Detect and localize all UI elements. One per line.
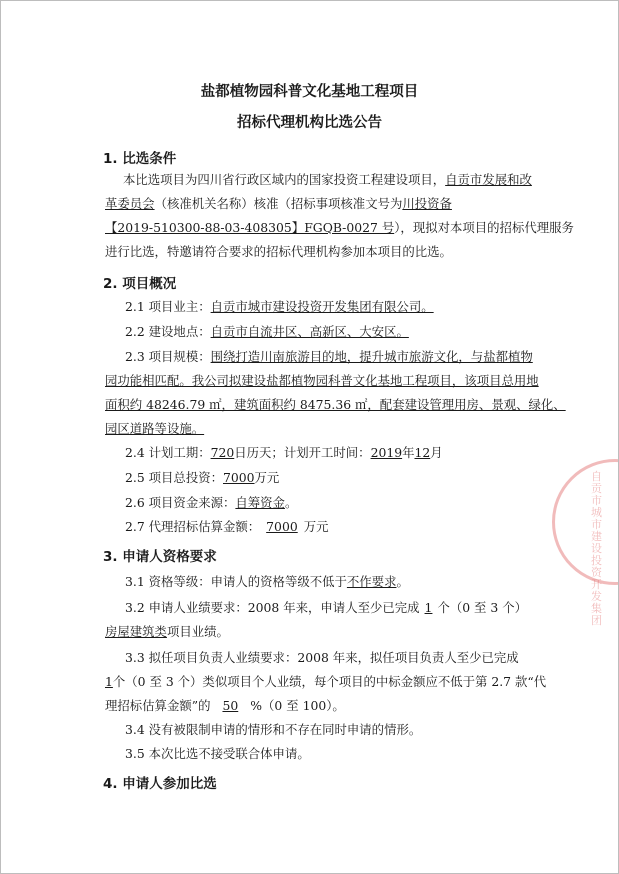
site-label: 2.2 建设地点：	[125, 324, 211, 339]
s3-q2-line-2	[105, 623, 229, 640]
s3-q2-line-1	[125, 599, 527, 616]
period-days: 720	[210, 445, 235, 460]
title-line-1: 盐都植物园科普文化基地工程项目	[200, 84, 419, 100]
seal-text: 自贡市城市建设投资开发集团	[591, 470, 602, 627]
s1-line-2-text: （核准机关名称）核准（招标事项核准文号为	[154, 196, 403, 211]
q2-count: 1	[424, 600, 433, 615]
s1-line-1	[123, 171, 532, 188]
funds-end: 。	[284, 495, 298, 510]
q2-text: 3.2 申请人业绩要求：2008 年来，申请人至少已完成	[125, 600, 420, 615]
q2-type: 房屋建筑类	[105, 624, 167, 639]
scale-label: 2.3 项目规模：	[125, 349, 211, 364]
s1-line-2	[105, 195, 452, 212]
funds-value: 自筹资金	[235, 495, 285, 510]
q3-count: 1	[105, 674, 113, 689]
approval-number-part1: 川投资备	[402, 196, 452, 211]
q2-range: 个（0 至 3 个）	[437, 600, 527, 615]
fee-unit: 万元	[303, 519, 329, 534]
period-label: 2.4 计划工期：	[125, 445, 211, 460]
s2-funds	[125, 494, 297, 511]
s1-line-3	[105, 219, 574, 236]
s2-scale-line-1	[125, 348, 533, 365]
owner-label: 2.1 项目业主：	[125, 299, 211, 314]
q1-value: 不作要求	[346, 574, 397, 589]
section-3-heading: 3. 申请人资格要求	[103, 549, 217, 565]
invest-label: 2.5 项目总投资：	[125, 470, 223, 485]
scale-text-1: 围绕打造川南旅游目的地，提升城市旅游文化，与盐都植物	[210, 349, 533, 364]
s1-line-3-text: ），现拟对本项目的招标代理服务	[394, 220, 574, 235]
section-2-heading: 2. 项目概况	[103, 276, 177, 292]
s3-q3-line-3	[105, 697, 345, 714]
s3-q4: 3.4 没有被限制申请的情形和不存在同时申请的情形。	[125, 722, 422, 737]
start-month-unit: 月	[430, 445, 443, 460]
s1-line-4: 进行比选，特邀请符合要求的招标代理机构参加本项目的比选。	[105, 244, 452, 259]
q3-text-2: 个（0 至 3 个）类似项目个人业绩，每个项目的中标金额应不低于第 2.7 款“代	[112, 674, 547, 689]
period-days-unit: 日历天；计划开工时间：	[234, 445, 371, 460]
approval-authority-part1: 自贡市发展和改	[445, 172, 532, 187]
title-line-2: 招标代理机构比选公告	[237, 115, 382, 131]
start-month: 12	[414, 445, 431, 460]
s2-fee	[125, 518, 329, 535]
section-4-heading: 4. 申请人参加比选	[103, 776, 217, 792]
q3-text-4: %（0 至 100）。	[250, 698, 345, 713]
q3-percent: 50	[222, 698, 239, 713]
fee-label: 2.7 代理招标估算金额：	[125, 519, 261, 534]
s2-invest	[125, 469, 279, 486]
fee-value: 7000	[266, 519, 298, 534]
s3-q3-line-2	[105, 673, 546, 690]
s2-site	[125, 323, 409, 340]
site-value: 自贡市自流井区、高新区、大安区。	[210, 324, 409, 339]
s3-q5: 3.5 本次比选不接受联合体申请。	[125, 746, 310, 761]
q2-end: 项目业绩。	[166, 624, 229, 639]
owner-value: 自贡市城市建设投资开发集团有限公司。	[210, 299, 434, 314]
section-1-heading: 1. 比选条件	[103, 151, 177, 167]
funds-label: 2.6 项目资金来源：	[125, 495, 236, 510]
s2-period	[125, 444, 443, 461]
start-year-unit: 年	[402, 445, 415, 460]
invest-unit: 万元	[254, 470, 280, 485]
q1-end: 。	[396, 574, 409, 589]
approval-number-part2: 【2019-510300-88-03-408305】FGQB-0027 号	[105, 220, 395, 235]
scale-text-2: 园功能相匹配。我公司拟建设盐都植物园科普文化基地工程项目，该项目总用地	[105, 373, 539, 388]
s3-q1	[125, 573, 409, 590]
scale-text-3: 面积约 48246.79 ㎡，建筑面积约 8475.36 ㎡，配套建设管理用房、景观、绿化、	[105, 397, 566, 412]
start-year: 2019	[370, 445, 403, 460]
s1-line-1-text: 本比选项目为四川省行政区域内的国家投资工程建设项目，	[123, 172, 446, 187]
s3-q3-line-1: 3.3 拟任项目负责人业绩要求：2008 年来，拟任项目负责人至少已完成	[125, 650, 519, 665]
approval-authority-part2: 革委员会	[105, 196, 155, 211]
q3-text-3: 理招标估算金额”的	[105, 698, 211, 713]
scale-text-4: 园区道路等设施。	[105, 421, 205, 436]
invest-value: 7000	[223, 470, 255, 485]
s2-owner	[125, 298, 434, 315]
q1-text: 3.1 资格等级：申请人的资格等级不低于	[125, 574, 347, 589]
